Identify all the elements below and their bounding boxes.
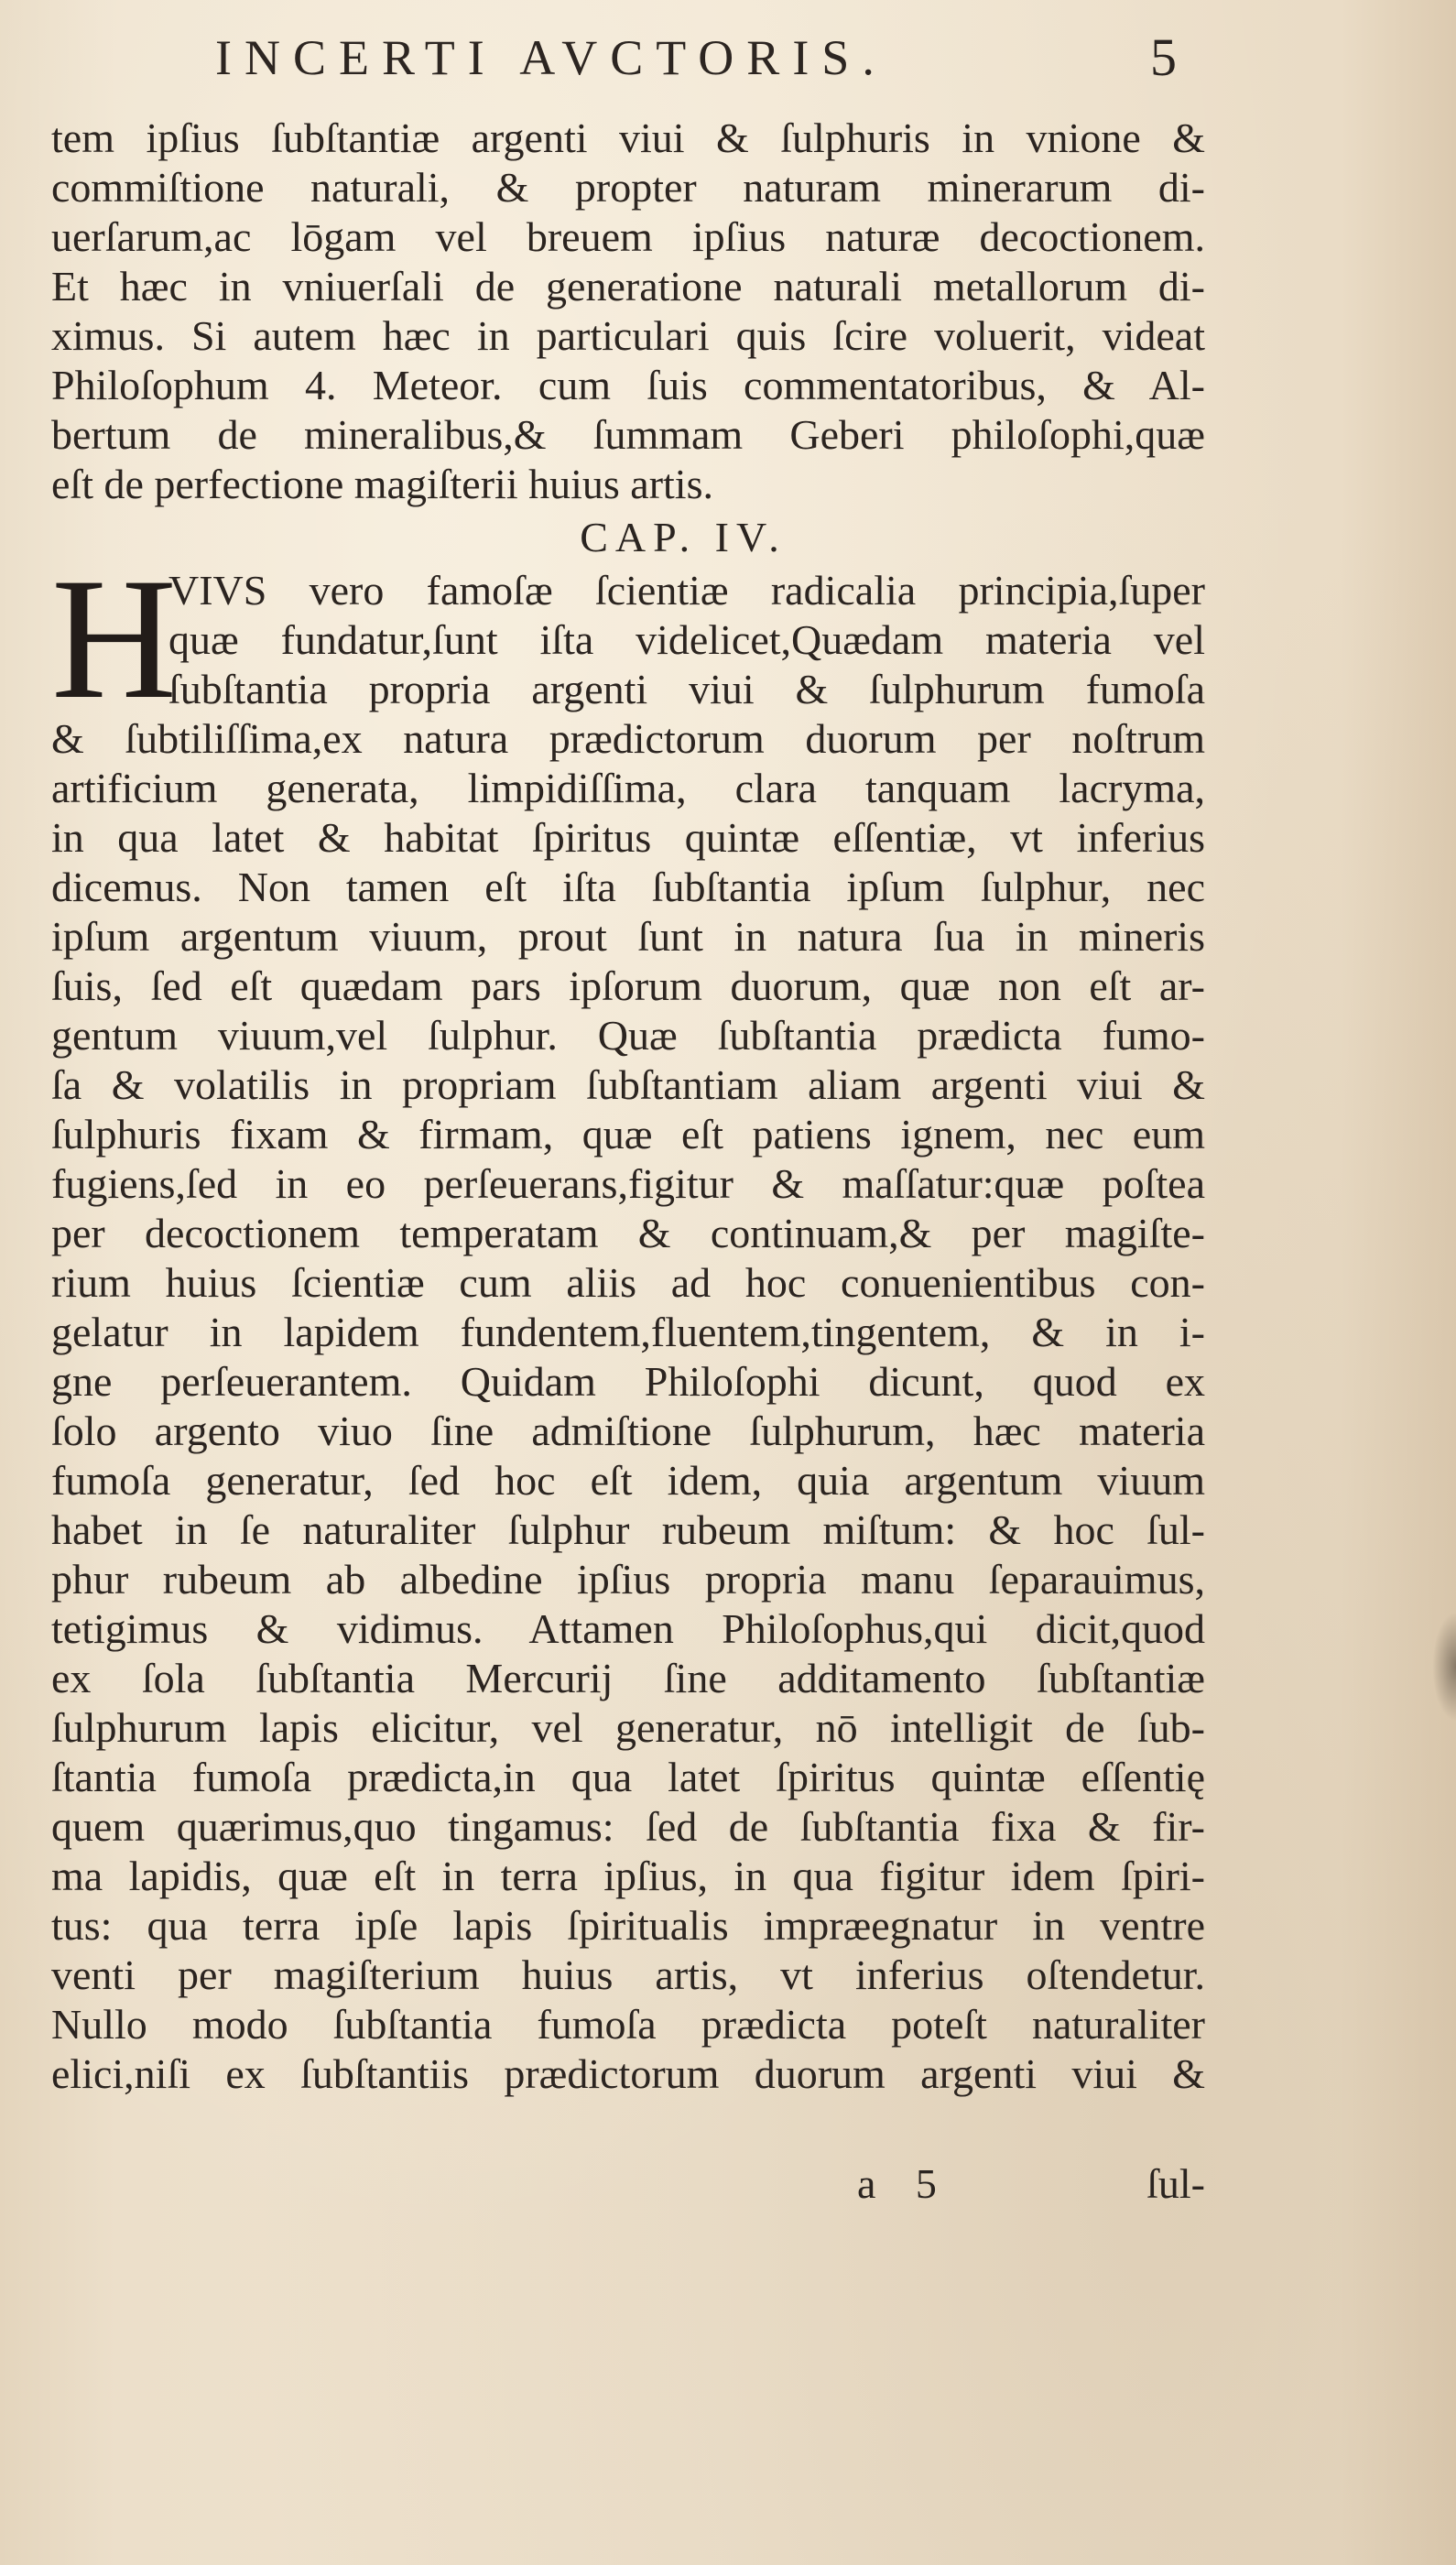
text-line: fugiens,ſed in eo perſeuerans,figitur & maſſatur:quæ poſtea (51, 1160, 1205, 1207)
main-text (51, 114, 1205, 2099)
text-line: elici,niſi ex ſubſtantiis prædictorum duorum argenti viui & (51, 2050, 1205, 2097)
text-line: ipſum argentum viuum, prout ſunt in natura ſua in mineris (51, 913, 1205, 960)
text-line: ſulphuris fixam & firmam, quæ eſt patiens ignem, nec eum (51, 1111, 1205, 1158)
text-line: gentum viuum,vel ſulphur. Quæ ſubſtantia prædicta fumo- (51, 1012, 1205, 1059)
text-line: ximus. Si autem hæc in particulari quis ſcire voluerit, videat (51, 312, 1205, 359)
text-line: ex ſola ſubſtantia Mercurij ſine additamento ſubſtantiæ (51, 1655, 1205, 1701)
text-line: artificium generata, limpidiſſima, clara tanquam lacryma, (51, 765, 1205, 811)
text-line: tem ipſius ſubſtantiæ argenti viui & ſulphuris in vnione & (51, 114, 1205, 161)
text-line: uerſarum,ac lōgam vel breuem ipſius naturæ decoctionem. (51, 213, 1205, 260)
text-line: gelatur in lapidem fundentem,fluentem,tingentem, & in i- (51, 1309, 1205, 1355)
text-line: Philoſophum 4. Meteor. cum ſuis commentatoribus, & Al- (51, 362, 1205, 408)
text-line: ſuis, ſed eſt quædam pars ipſorum duorum, quæ non eſt ar- (51, 962, 1205, 1009)
chapter-heading: CAP. IV. (580, 514, 787, 560)
page-header (215, 26, 1177, 90)
page-number: 5 (1150, 27, 1177, 87)
indented-lines (51, 543, 1205, 735)
running-title: INCERTI AVCTORIS. (215, 30, 887, 85)
text-line: fumoſa generatur, ſed hoc eſt idem, quia argentum viuum (51, 1457, 1205, 1504)
text-line: & ſubtiliſſima,ex natura prædictorum duorum per noſtrum (51, 715, 1205, 762)
text-line: bertum de mineralibus,& ſummam Geberi philoſophi,quæ (51, 411, 1205, 458)
text-line: ſulphurum lapis elicitur, vel generatur, nō intelligit de ſub- (51, 1704, 1205, 1751)
text-line: ſubſtantia propria argenti viui & ſulphurum fumoſa (168, 666, 1205, 712)
text-line: rium huius ſcientiæ cum aliis ad hoc conuenientibus con- (51, 1259, 1205, 1306)
chapter-opening (51, 543, 1205, 735)
text-line: venti per magiſterium huius artis, vt inferius oſtendetur. (51, 1951, 1205, 1998)
text-line: commiſtione naturali, & propter naturam minerarum di- (51, 164, 1205, 211)
binding-shadow (1432, 1612, 1456, 1722)
text-line: phur rubeum ab albedine ipſius propria manu ſeparauimus, (51, 1556, 1205, 1603)
text-line: tus: qua terra ipſe lapis ſpiritualis impræegnatur in ventre (51, 1902, 1205, 1949)
text-line: habet in ſe naturaliter ſulphur rubeum miſtum: & hoc ſul- (51, 1506, 1205, 1553)
text-line: quem quærimus,quo tingamus: ſed de ſubſtantia fixa & fir- (51, 1803, 1205, 1850)
text-line: dicemus. Non tamen eſt iſta ſubſtantia ipſum ſulphur, nec (51, 864, 1205, 910)
drop-cap-initial: H (51, 543, 178, 735)
page-footer (51, 2157, 1205, 2212)
text-line: ſa & volatilis in propriam ſubſtantiam aliam argenti viui & (51, 1061, 1205, 1108)
text-line: ſolo argento viuo ſine admiſtione ſulphurum, hæc materia (51, 1407, 1205, 1454)
text-line: in qua latet & habitat ſpiritus quintæ eſſentiæ, vt inferius (51, 814, 1205, 861)
text-line: Et hæc in vniuerſali de generatione naturali metallorum di- (51, 263, 1205, 310)
paragraph-chapter-four (51, 714, 1205, 2099)
text-line: per decoctionem temperatam & continuam,& per magiſte- (51, 1210, 1205, 1256)
paragraph-continued (51, 114, 1205, 509)
catchword: ſul- (1146, 2160, 1205, 2207)
text-line: tetigimus & vidimus. Attamen Philoſophus,qui dicit,quod (51, 1605, 1205, 1652)
text-line: eſt de perfectione magiſterii huius artis. (51, 461, 713, 507)
text-line: quæ fundatur,ſunt iſta videlicet,Quædam materia vel (168, 616, 1205, 663)
signature-mark: a 5 (857, 2160, 951, 2207)
text-line: ſtantia fumoſa prædicta,in qua latet ſpiritus quintæ eſſentię (51, 1754, 1205, 1800)
text-line: Nullo modo ſubſtantia fumoſa prædicta poteſt naturaliter (51, 2001, 1205, 2048)
text-line: gne perſeuerantem. Quidam Philoſophi dicunt, quod ex (51, 1358, 1205, 1405)
text-line: ma lapidis, quæ eſt in terra ipſius, in qua figitur idem ſpiri- (51, 1853, 1205, 1899)
text-line: VIVS vero famoſæ ſcientiæ radicalia principia,ſuper (168, 567, 1205, 614)
